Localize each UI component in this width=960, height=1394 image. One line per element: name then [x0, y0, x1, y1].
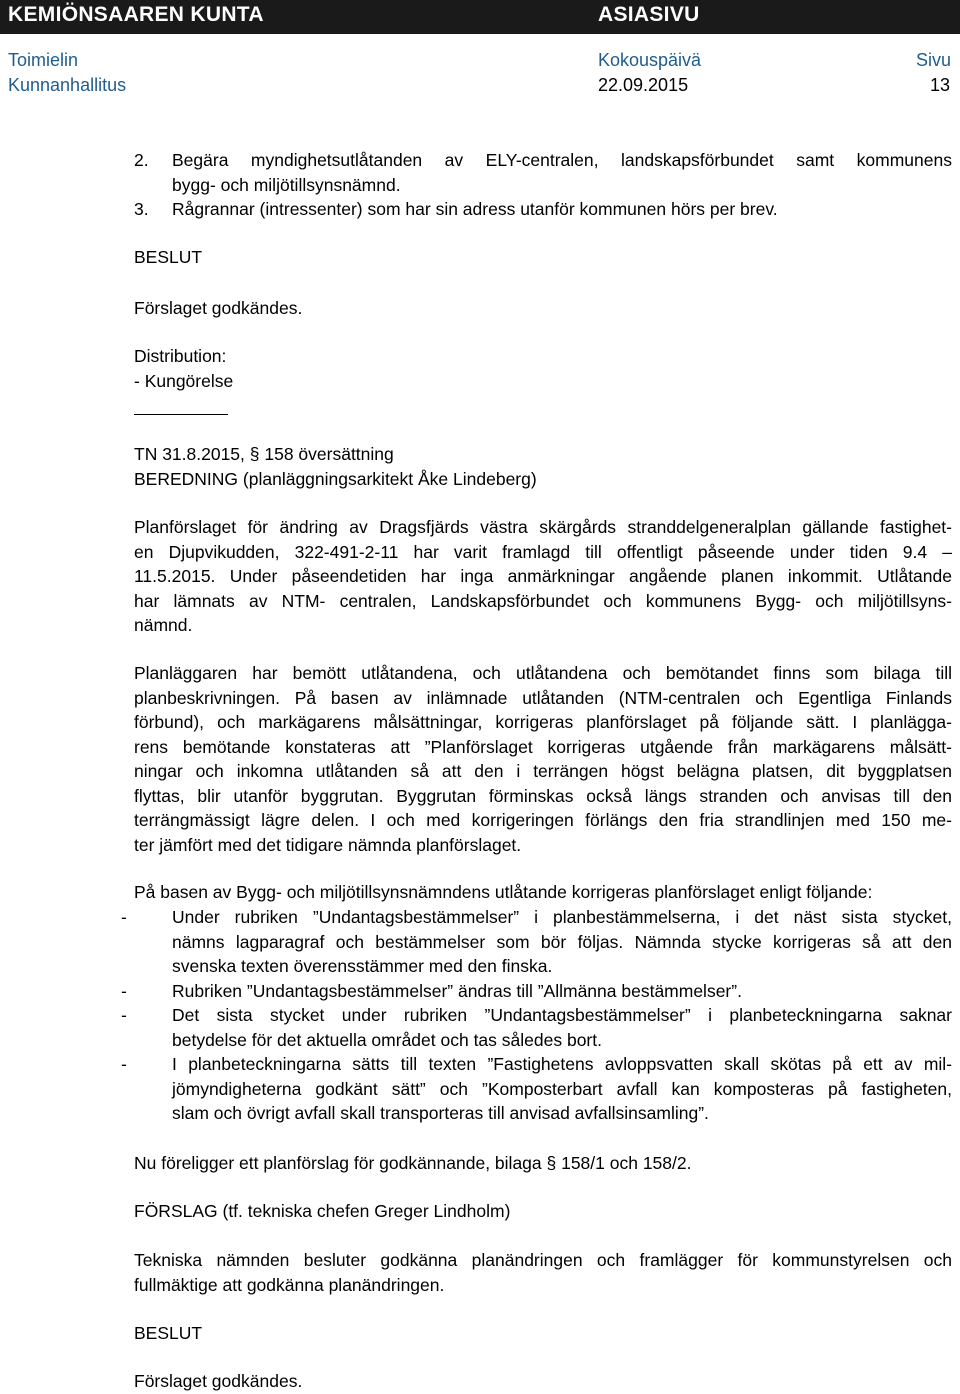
separator-line [134, 414, 228, 415]
page-label: Sivu [916, 50, 952, 70]
organ-value: Kunnanhallitus [8, 75, 127, 95]
distribution-label: Distribution: [134, 346, 227, 366]
paragraph-2: Planläggaren har bemött utlåtandena, och utlåtandena och bemötandet finns som bilaga till planbeskrivningen. På basen av inlämnade utlåtanden (NTM-centralen och Egentliga Finlands förbund), och markägarens målsättningar, korrigeras planförslaget på följande sätt. I planlägga- rens bemötande konstateras att ”Planförslaget korrigeras utgående från markägarens målsätt- ningar och inkomna utlåtanden så att den i terrängen högst belägna platsen, dit byggplatsen flyttas, blir utanför byggrutan. Byggrutan förminskas också längs stranden och anvisas till den terrängmässigt lägre delen. I och med korrigeringen förlängs den fria strandlinjen med 150 me- ter jämfört med det tidigare nämnda planförslaget. [134, 663, 952, 855]
preparation-heading: BEREDNING (planläggningsarkitekt Åke Lindeberg) [134, 469, 537, 489]
top-banner [0, 0, 960, 34]
decision-text: Förslaget godkändes. [134, 298, 303, 318]
proposal-heading: FÖRSLAG (tf. tekniska chefen Greger Lindholm) [134, 1201, 511, 1221]
paragraph-3-intro: På basen av Bygg- och miljötillsynsnämndens utlåtande korrigeras planförslaget enligt följande: [134, 882, 873, 902]
decision-text: Förslaget godkändes. [134, 1371, 303, 1391]
page-number: 13 [930, 75, 951, 95]
distribution-item: - Kungörelse [134, 371, 234, 391]
decision-heading: BESLUT [134, 1323, 203, 1343]
paragraph-4: Nu föreligger ett planförslag för godkännande, bilaga § 158/1 och 158/2. [134, 1153, 692, 1173]
organ-label: Toimielin [8, 50, 79, 70]
section-reference: TN 31.8.2015, § 158 översättning [134, 444, 394, 464]
date-label: Kokouspäivä [598, 50, 702, 70]
decision-heading: BESLUT [134, 247, 203, 267]
municipality-name: KEMIÖNSAAREN KUNTA [8, 3, 264, 26]
document-type: ASIASIVU [598, 3, 700, 26]
paragraph-1: Planförslaget för ändring av Dragsfjärds västra skärgårds stranddelgeneralplan gällande fastighet- en Djupvikudden, 322-491-2-11 har varit framlagd till offentligt påseende under tiden 9.4 – 11.5.2015. Under påseendetiden har inga anmärkningar angående planen inkommit. Utlåtande har lämnats av NTM- centralen, Landskapsförbundet och kommunens Bygg- och miljötillsyns- nämnd. [134, 517, 952, 635]
date-value: 22.09.2015 [598, 75, 689, 95]
paragraph-5: Tekniska nämnden besluter godkänna planändringen och framlägger för kommunstyrelsen och fullmäktige att godkänna planändringen. [134, 1250, 952, 1295]
